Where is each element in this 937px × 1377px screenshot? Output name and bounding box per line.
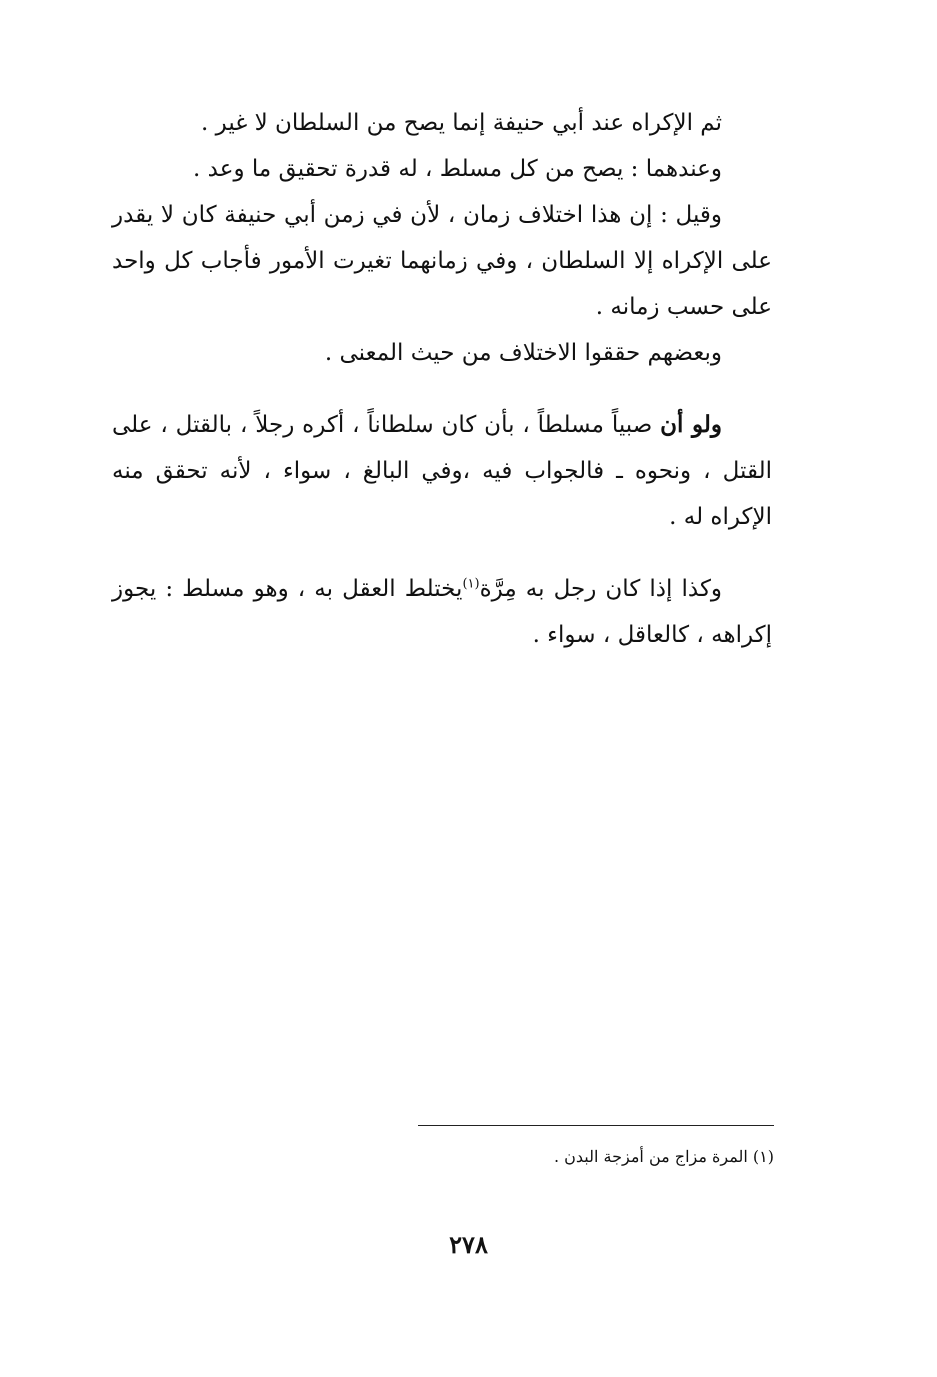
- paragraph-6: [112, 566, 772, 658]
- main-text: [112, 100, 772, 658]
- paragraph-2: [112, 146, 772, 192]
- paragraph-1-text: ثم الإكراه عند أبي حنيفة إنما يصح من السلطان لا غير .: [201, 110, 722, 136]
- paragraph-5-lead: ولو أن: [660, 411, 722, 438]
- paragraph-5-text: صبياً مسلطاً ، بأن كان سلطاناً ، أكره رجلاً ، بالقتل ، على القتل ، ونحوه ـ فالجواب فيه ،وفي البالغ ، سواء ، لأنه تحقق منه الإكراه له .: [112, 412, 772, 530]
- paragraph-1: [112, 100, 772, 146]
- paragraph-4: [112, 330, 772, 376]
- page-number: ٢٧٨: [449, 1230, 488, 1259]
- paragraph-2-text: وعندهما : يصح من كل مسلط ، له قدرة تحقيق ما وعد .: [193, 156, 722, 182]
- paragraph-6-text-a: وكذا إذا كان رجل به مِرَّة: [479, 576, 723, 602]
- paragraph-5: [112, 402, 772, 540]
- footnote-divider: [418, 1125, 774, 1126]
- footnote-reference: (١): [462, 576, 480, 592]
- paragraph-6-text-b: يختلط العقل به ، وهو مسلط : يجوز إكراهه ، كالعاقل ، سواء .: [112, 576, 772, 648]
- footnote: [418, 1144, 774, 1170]
- paragraph-3: [112, 192, 772, 330]
- paragraph-3-text: وقيل : إن هذا اختلاف زمان ، لأن في زمن أبي حنيفة كان لا يقدر على الإكراه إلا السلطان ، وفي زمانهما تغيرت الأمور فأجاب كل واحد على حسب زمانه .: [112, 202, 772, 320]
- paragraph-4-text: وبعضهم حققوا الاختلاف من حيث المعنى .: [324, 340, 722, 366]
- footnote-text: المرة مزاج من أمزجة البدن .: [553, 1147, 748, 1166]
- footnote-number: (١): [752, 1147, 774, 1166]
